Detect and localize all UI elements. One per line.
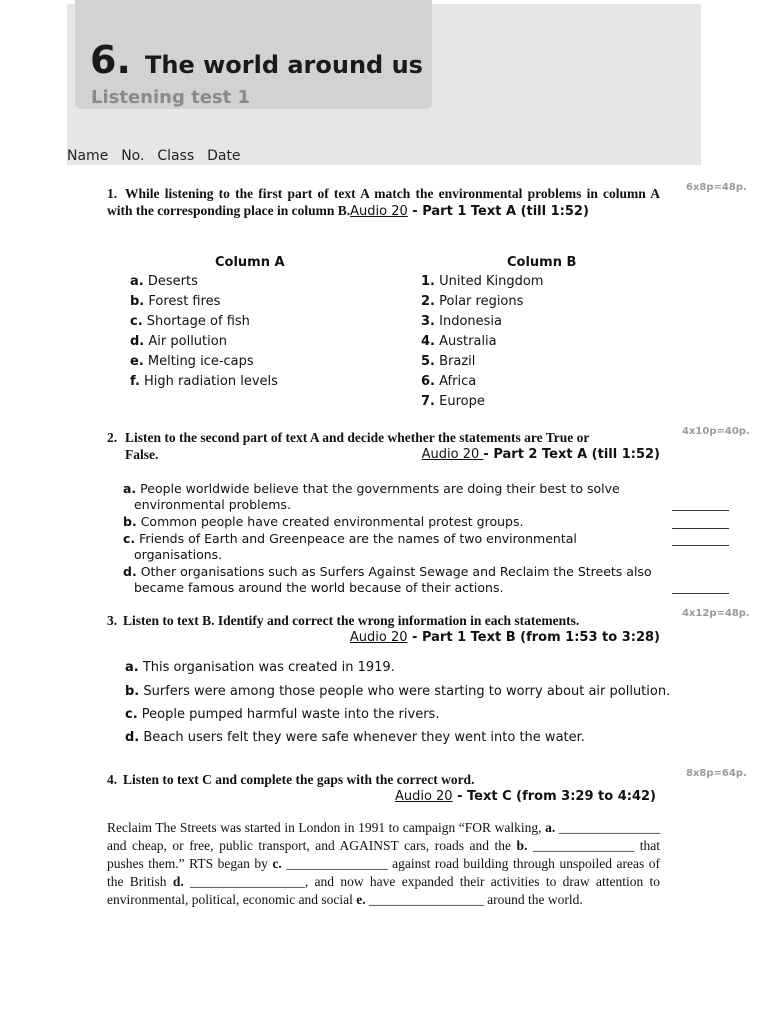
column-b-heading: Column B bbox=[507, 255, 577, 270]
q2-statement: d. Other organisations such as Surfers Against Sewage and Reclaim the Streets also became famous around the world because of their actions. bbox=[123, 564, 652, 595]
unit-number: 6. bbox=[90, 38, 131, 82]
q1-prompt bbox=[107, 185, 660, 220]
gap-label: a. bbox=[545, 820, 556, 835]
gap-label: b. bbox=[516, 838, 528, 853]
list-item: d. Air pollution bbox=[130, 334, 227, 349]
column-a-heading: Column A bbox=[215, 255, 285, 270]
q1-number: 1. bbox=[107, 186, 118, 201]
q1-audio-link[interactable]: Audio 20 bbox=[350, 204, 408, 219]
list-item: b. Forest fires bbox=[130, 294, 221, 309]
q2-number: 2. bbox=[107, 430, 118, 445]
q4-audio-link[interactable]: Audio 20 bbox=[394, 789, 453, 804]
q2-statement: a. People worldwide believe that the governments are doing their best to solve environmental problems. bbox=[123, 481, 620, 512]
list-item: 3. Indonesia bbox=[421, 314, 502, 329]
q2-audio-range: - Part 2 Text A (till 1:52) bbox=[483, 447, 660, 462]
q3-prompt bbox=[107, 612, 660, 646]
q4-prompt bbox=[107, 771, 660, 805]
list-item: 6. Africa bbox=[421, 374, 477, 389]
q2-statement: c. Friends of Earth and Greenpeace are the names of two environmental organisations. bbox=[123, 531, 577, 562]
q1-prompt-text: While listening to the first part of text A match the environmental problems in column A with the corresponding place in column B. bbox=[107, 186, 660, 218]
q4-prompt-text: Listen to text C and complete the gaps with the correct word. bbox=[123, 772, 475, 787]
q3-number: 3. bbox=[107, 613, 118, 628]
q3-statement: c. People pumped harmful waste into the rivers. bbox=[125, 707, 440, 722]
q2-prompt bbox=[107, 429, 660, 463]
list-item: 7. Europe bbox=[421, 394, 485, 409]
gap-blank[interactable]: _______________ bbox=[555, 820, 661, 835]
gap-label: c. bbox=[272, 856, 282, 871]
q3-statement: a. This organisation was created in 1919. bbox=[125, 660, 395, 675]
q3-audio-range: - Part 1 Text B (from 1:53 to 3:28) bbox=[407, 630, 660, 645]
list-item: e. Melting ice-caps bbox=[130, 354, 254, 369]
list-item: 1. United Kingdom bbox=[421, 274, 544, 289]
q4-points: 8x8p=64p. bbox=[686, 768, 747, 779]
gap-blank[interactable]: _________________ bbox=[365, 892, 484, 907]
list-item: c. Shortage of fish bbox=[130, 314, 250, 329]
answer-line[interactable] bbox=[672, 528, 729, 529]
q3-statement: d. Beach users felt they were safe whenever they went into the water. bbox=[125, 730, 585, 745]
column-a-list bbox=[130, 272, 278, 392]
gap-label: e. bbox=[356, 892, 366, 907]
q3-audio-link[interactable]: Audio 20 bbox=[349, 630, 408, 645]
gap-label: d. bbox=[172, 874, 184, 889]
list-item: 2. Polar regions bbox=[421, 294, 524, 309]
gap-blank[interactable]: _________________ bbox=[183, 874, 305, 889]
unit-title: The world around us bbox=[145, 51, 423, 79]
student-info-fields: Name No. Class Date bbox=[67, 148, 241, 164]
q1-points: 6x8p=48p. bbox=[686, 182, 747, 193]
test-subtitle: Listening test 1 bbox=[91, 87, 251, 108]
answer-line[interactable] bbox=[672, 593, 729, 594]
q3-points: 4x12p=48p. bbox=[682, 608, 750, 619]
list-item: f. High radiation levels bbox=[130, 374, 278, 389]
q2-points: 4x10p=40p. bbox=[682, 426, 750, 437]
q1-audio-range: - Part 1 Text A (till 1:52) bbox=[407, 204, 589, 219]
answer-line[interactable] bbox=[672, 545, 729, 546]
q3-statement: b. Surfers were among those people who were starting to worry about air pollution. bbox=[125, 684, 671, 699]
q4-number: 4. bbox=[107, 772, 118, 787]
answer-line[interactable] bbox=[672, 510, 729, 511]
gap-blank[interactable]: _______________ bbox=[527, 838, 635, 853]
gap-blank[interactable]: _______________ bbox=[281, 856, 388, 871]
q2-prompt-line2: False. bbox=[125, 447, 159, 462]
q4-audio-range: - Text C (from 3:29 to 4:42) bbox=[452, 789, 656, 804]
list-item: a. Deserts bbox=[130, 274, 198, 289]
gap-fill-paragraph: Reclaim The Streets was started in London in 1991 to campaign “FOR walking, a. _______________ and cheap, or free, public transport, and AGAINST cars, roads and the b. _______________ that pushes them.” RTS began by c. _______________ against road building through unspoiled areas of the British d. _________________, and now have expanded their activities to draw attention to environmental, political, economic and social e. _________________ around the world. bbox=[107, 820, 661, 907]
list-item: 4. Australia bbox=[421, 334, 497, 349]
q2-audio-link[interactable]: Audio 20 bbox=[421, 447, 484, 462]
column-b-list bbox=[421, 272, 543, 412]
q3-prompt-text: Listen to text B. Identify and correct the wrong information in each statements. bbox=[123, 613, 580, 628]
q2-statement: b. Common people have created environmental protest groups. bbox=[123, 514, 524, 529]
q2-prompt-line1: Listen to the second part of text A and decide whether the statements are True or bbox=[125, 430, 590, 445]
list-item: 5. Brazil bbox=[421, 354, 476, 369]
